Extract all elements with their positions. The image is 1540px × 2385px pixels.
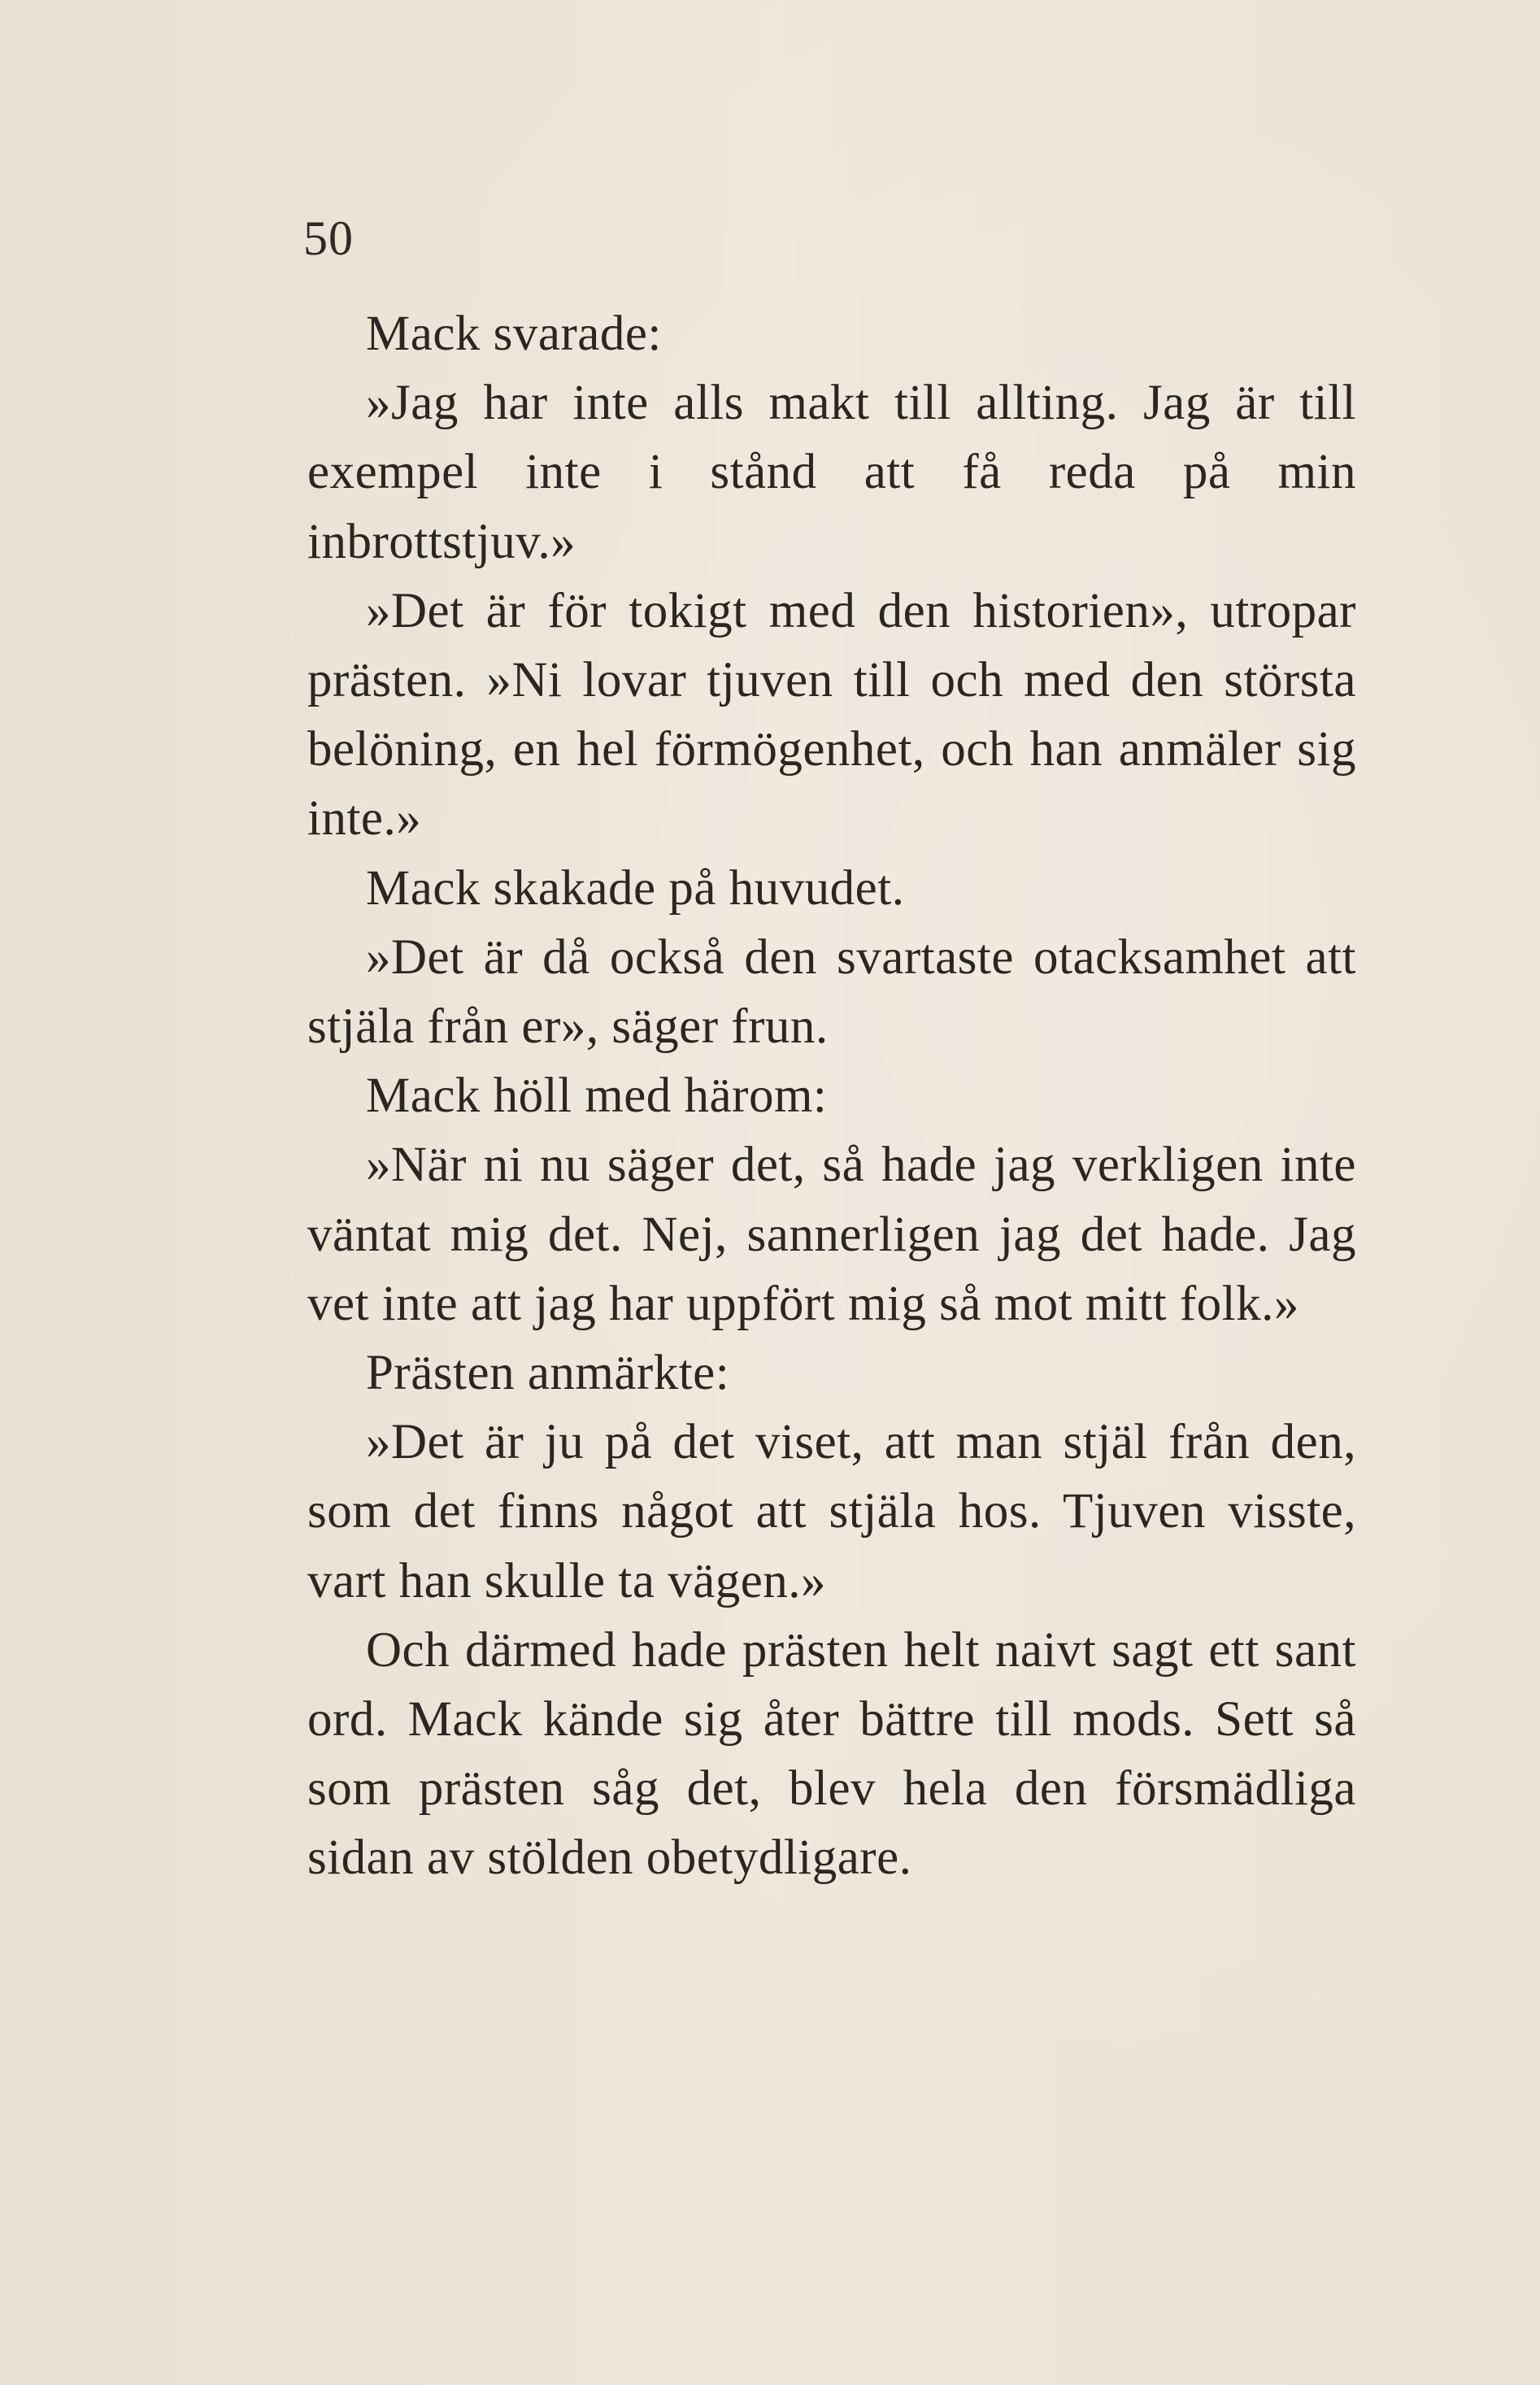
paragraph-5: »Det är då också den svartaste otacksamhet att stjäla från er», säger frun. [307, 929, 1356, 1055]
page-number: 50 [303, 211, 354, 265]
paragraph-2: »Jag har inte alls makt till allting. Jag är till exempel inte i stånd att få reda på min inbrottstjuv.» [307, 376, 1356, 569]
paragraph-10: Och därmed hade prästen helt naivt sagt ett sant ord. Mack kände sig åter bättre till mods. Sett så som prästen såg det, blev hela den försmädliga sidan av stölden obetydligare. [307, 1622, 1356, 1886]
paragraph-8: Prästen anmärkte: [366, 1346, 730, 1401]
paragraph-7: »När ni nu säger det, så hade jag verkligen inte väntat mig det. Nej, sannerligen jag det hade. Jag vet inte att jag har uppfört mig så mot mitt folk.» [307, 1138, 1356, 1331]
paragraph-1: Mack svarade: [366, 307, 662, 361]
body-text [307, 299, 1356, 1893]
paragraph-4: Mack skakade på huvudet. [366, 860, 905, 916]
paragraph-6: Mack höll med härom: [366, 1068, 828, 1124]
paragraph-3: »Det är för tokigt med den historien», utropar prästen. »Ni lovar tjuven till och med den största belöning, en hel förmögenhet, och han anmäler sig inte.» [307, 583, 1356, 847]
paragraph-9: »Det är ju på det viset, att man stjäl från den, som det finns något att stjäla hos. Tjuven visste, vart han skulle ta vägen.» [307, 1415, 1356, 1608]
